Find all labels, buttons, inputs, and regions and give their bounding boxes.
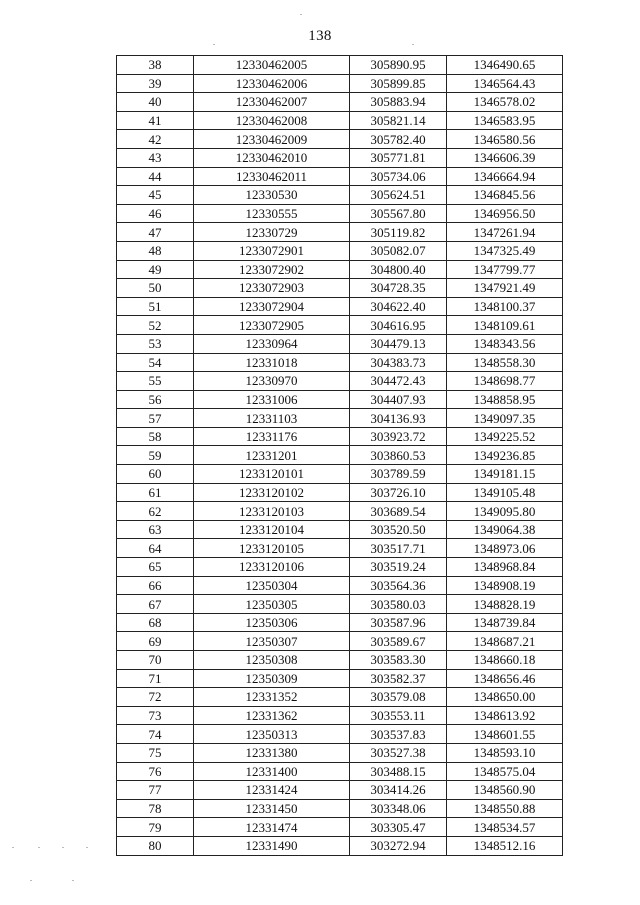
table-row bbox=[117, 204, 563, 223]
table-row bbox=[117, 353, 563, 372]
table-row bbox=[117, 111, 563, 130]
row-number-cell: 40 bbox=[117, 93, 194, 112]
point-id-cell: 12350308 bbox=[194, 651, 350, 670]
point-id-cell: 12330970 bbox=[194, 372, 350, 391]
x-coordinate-cell: 305899.85 bbox=[350, 74, 447, 93]
x-coordinate-cell: 305082.07 bbox=[350, 241, 447, 260]
point-id-cell: 12331201 bbox=[194, 446, 350, 465]
y-coordinate-cell: 1348550.88 bbox=[447, 799, 563, 818]
page-number: 138 bbox=[308, 28, 332, 44]
row-number-cell: 54 bbox=[117, 353, 194, 372]
row-number-cell: 76 bbox=[117, 762, 194, 781]
x-coordinate-cell: 303517.71 bbox=[350, 539, 447, 558]
x-coordinate-cell: 305782.40 bbox=[350, 130, 447, 149]
point-id-cell: 12331103 bbox=[194, 409, 350, 428]
row-number-cell: 43 bbox=[117, 148, 194, 167]
table-row bbox=[117, 483, 563, 502]
row-number-cell: 62 bbox=[117, 502, 194, 521]
table-row bbox=[117, 279, 563, 298]
table-row bbox=[117, 613, 563, 632]
y-coordinate-cell: 1346845.56 bbox=[447, 186, 563, 205]
y-coordinate-cell: 1346606.39 bbox=[447, 148, 563, 167]
table-row bbox=[117, 818, 563, 837]
x-coordinate-cell: 303414.26 bbox=[350, 781, 447, 800]
x-coordinate-cell: 305890.95 bbox=[350, 56, 447, 75]
row-number-cell: 60 bbox=[117, 465, 194, 484]
point-id-cell: 12330462008 bbox=[194, 111, 350, 130]
table-row bbox=[117, 372, 563, 391]
table-row bbox=[117, 520, 563, 539]
point-id-cell: 12330530 bbox=[194, 186, 350, 205]
y-coordinate-cell: 1348973.06 bbox=[447, 539, 563, 558]
x-coordinate-cell: 304472.43 bbox=[350, 372, 447, 391]
point-id-cell: 12350304 bbox=[194, 576, 350, 595]
row-number-cell: 53 bbox=[117, 334, 194, 353]
point-id-cell: 1233120104 bbox=[194, 520, 350, 539]
table-row bbox=[117, 297, 563, 316]
x-coordinate-cell: 303923.72 bbox=[350, 427, 447, 446]
x-coordinate-cell: 303519.24 bbox=[350, 558, 447, 577]
point-id-cell: 12350309 bbox=[194, 669, 350, 688]
y-coordinate-cell: 1349105.48 bbox=[447, 483, 563, 502]
row-number-cell: 72 bbox=[117, 688, 194, 707]
row-number-cell: 73 bbox=[117, 706, 194, 725]
point-id-cell: 1233072901 bbox=[194, 241, 350, 260]
table-row bbox=[117, 148, 563, 167]
point-id-cell: 12330462009 bbox=[194, 130, 350, 149]
table-row bbox=[117, 706, 563, 725]
row-number-cell: 58 bbox=[117, 427, 194, 446]
y-coordinate-cell: 1348687.21 bbox=[447, 632, 563, 651]
row-number-cell: 70 bbox=[117, 651, 194, 670]
table-row bbox=[117, 836, 563, 855]
row-number-cell: 38 bbox=[117, 56, 194, 75]
point-id-cell: 12330462006 bbox=[194, 74, 350, 93]
y-coordinate-cell: 1348656.46 bbox=[447, 669, 563, 688]
x-coordinate-cell: 303587.96 bbox=[350, 613, 447, 632]
table-row bbox=[117, 316, 563, 335]
row-number-cell: 68 bbox=[117, 613, 194, 632]
x-coordinate-cell: 305821.14 bbox=[350, 111, 447, 130]
y-coordinate-cell: 1347325.49 bbox=[447, 241, 563, 260]
x-coordinate-cell: 304383.73 bbox=[350, 353, 447, 372]
x-coordinate-cell: 305119.82 bbox=[350, 223, 447, 242]
row-number-cell: 57 bbox=[117, 409, 194, 428]
x-coordinate-cell: 303789.59 bbox=[350, 465, 447, 484]
x-coordinate-cell: 304136.93 bbox=[350, 409, 447, 428]
x-coordinate-cell: 303488.15 bbox=[350, 762, 447, 781]
row-number-cell: 64 bbox=[117, 539, 194, 558]
table-row bbox=[117, 576, 563, 595]
x-coordinate-cell: 303580.03 bbox=[350, 595, 447, 614]
x-coordinate-cell: 303553.11 bbox=[350, 706, 447, 725]
y-coordinate-cell: 1348613.92 bbox=[447, 706, 563, 725]
row-number-cell: 77 bbox=[117, 781, 194, 800]
y-coordinate-cell: 1346490.65 bbox=[447, 56, 563, 75]
y-coordinate-cell: 1347799.77 bbox=[447, 260, 563, 279]
x-coordinate-cell: 303689.54 bbox=[350, 502, 447, 521]
point-id-cell: 1233120102 bbox=[194, 483, 350, 502]
table-row bbox=[117, 799, 563, 818]
x-coordinate-cell: 304616.95 bbox=[350, 316, 447, 335]
point-id-cell: 12330729 bbox=[194, 223, 350, 242]
table-row bbox=[117, 669, 563, 688]
row-number-cell: 44 bbox=[117, 167, 194, 186]
table-row bbox=[117, 539, 563, 558]
point-id-cell: 12330462010 bbox=[194, 148, 350, 167]
row-number-cell: 79 bbox=[117, 818, 194, 837]
table-row bbox=[117, 93, 563, 112]
x-coordinate-cell: 303527.38 bbox=[350, 743, 447, 762]
y-coordinate-cell: 1349236.85 bbox=[447, 446, 563, 465]
row-number-cell: 46 bbox=[117, 204, 194, 223]
point-id-cell: 12331176 bbox=[194, 427, 350, 446]
y-coordinate-cell: 1348698.77 bbox=[447, 372, 563, 391]
point-id-cell: 12331450 bbox=[194, 799, 350, 818]
table-row bbox=[117, 56, 563, 75]
point-id-cell: 12331018 bbox=[194, 353, 350, 372]
row-number-cell: 47 bbox=[117, 223, 194, 242]
table-row bbox=[117, 781, 563, 800]
table-row bbox=[117, 409, 563, 428]
y-coordinate-cell: 1348601.55 bbox=[447, 725, 563, 744]
row-number-cell: 52 bbox=[117, 316, 194, 335]
point-id-cell: 12330462007 bbox=[194, 93, 350, 112]
y-coordinate-cell: 1346956.50 bbox=[447, 204, 563, 223]
point-id-cell: 12331400 bbox=[194, 762, 350, 781]
x-coordinate-cell: 304728.35 bbox=[350, 279, 447, 298]
row-number-cell: 56 bbox=[117, 390, 194, 409]
row-number-cell: 49 bbox=[117, 260, 194, 279]
y-coordinate-cell: 1348534.57 bbox=[447, 818, 563, 837]
y-coordinate-cell: 1347261.94 bbox=[447, 223, 563, 242]
row-number-cell: 80 bbox=[117, 836, 194, 855]
x-coordinate-cell: 305734.06 bbox=[350, 167, 447, 186]
x-coordinate-cell: 303860.53 bbox=[350, 446, 447, 465]
point-id-cell: 1233072903 bbox=[194, 279, 350, 298]
table-row bbox=[117, 725, 563, 744]
table-row bbox=[117, 632, 563, 651]
x-coordinate-cell: 305771.81 bbox=[350, 148, 447, 167]
y-coordinate-cell: 1348858.95 bbox=[447, 390, 563, 409]
table-row bbox=[117, 74, 563, 93]
row-number-cell: 51 bbox=[117, 297, 194, 316]
row-number-cell: 39 bbox=[117, 74, 194, 93]
row-number-cell: 67 bbox=[117, 595, 194, 614]
y-coordinate-cell: 1348558.30 bbox=[447, 353, 563, 372]
y-coordinate-cell: 1348512.16 bbox=[447, 836, 563, 855]
row-number-cell: 75 bbox=[117, 743, 194, 762]
row-number-cell: 71 bbox=[117, 669, 194, 688]
table-row bbox=[117, 558, 563, 577]
point-id-cell: 12350305 bbox=[194, 595, 350, 614]
x-coordinate-cell: 303726.10 bbox=[350, 483, 447, 502]
x-coordinate-cell: 303579.08 bbox=[350, 688, 447, 707]
point-id-cell: 1233120105 bbox=[194, 539, 350, 558]
x-coordinate-cell: 304407.93 bbox=[350, 390, 447, 409]
x-coordinate-cell: 304479.13 bbox=[350, 334, 447, 353]
x-coordinate-cell: 303564.36 bbox=[350, 576, 447, 595]
y-coordinate-cell: 1348908.19 bbox=[447, 576, 563, 595]
table-row bbox=[117, 167, 563, 186]
point-id-cell: 1233120101 bbox=[194, 465, 350, 484]
row-number-cell: 65 bbox=[117, 558, 194, 577]
point-id-cell: 12330555 bbox=[194, 204, 350, 223]
y-coordinate-cell: 1348109.61 bbox=[447, 316, 563, 335]
point-id-cell: 12330462005 bbox=[194, 56, 350, 75]
row-number-cell: 48 bbox=[117, 241, 194, 260]
y-coordinate-cell: 1348650.00 bbox=[447, 688, 563, 707]
point-id-cell: 12331380 bbox=[194, 743, 350, 762]
x-coordinate-cell: 303348.06 bbox=[350, 799, 447, 818]
y-coordinate-cell: 1346578.02 bbox=[447, 93, 563, 112]
point-id-cell: 12330462011 bbox=[194, 167, 350, 186]
row-number-cell: 69 bbox=[117, 632, 194, 651]
y-coordinate-cell: 1346664.94 bbox=[447, 167, 563, 186]
y-coordinate-cell: 1348560.90 bbox=[447, 781, 563, 800]
row-number-cell: 78 bbox=[117, 799, 194, 818]
table-row bbox=[117, 502, 563, 521]
y-coordinate-cell: 1348343.56 bbox=[447, 334, 563, 353]
x-coordinate-cell: 305883.94 bbox=[350, 93, 447, 112]
y-coordinate-cell: 1349064.38 bbox=[447, 520, 563, 539]
table-row bbox=[117, 762, 563, 781]
coordinates-table bbox=[116, 55, 563, 856]
table-row bbox=[117, 688, 563, 707]
y-coordinate-cell: 1346564.43 bbox=[447, 74, 563, 93]
x-coordinate-cell: 303305.47 bbox=[350, 818, 447, 837]
row-number-cell: 63 bbox=[117, 520, 194, 539]
point-id-cell: 1233072904 bbox=[194, 297, 350, 316]
x-coordinate-cell: 303582.37 bbox=[350, 669, 447, 688]
y-coordinate-cell: 1349225.52 bbox=[447, 427, 563, 446]
x-coordinate-cell: 303589.67 bbox=[350, 632, 447, 651]
table-row bbox=[117, 595, 563, 614]
x-coordinate-cell: 305567.80 bbox=[350, 204, 447, 223]
point-id-cell: 12331424 bbox=[194, 781, 350, 800]
point-id-cell: 12350306 bbox=[194, 613, 350, 632]
y-coordinate-cell: 1348100.37 bbox=[447, 297, 563, 316]
point-id-cell: 1233120106 bbox=[194, 558, 350, 577]
y-coordinate-cell: 1348575.04 bbox=[447, 762, 563, 781]
table-row bbox=[117, 390, 563, 409]
y-coordinate-cell: 1346583.95 bbox=[447, 111, 563, 130]
point-id-cell: 12331490 bbox=[194, 836, 350, 855]
row-number-cell: 59 bbox=[117, 446, 194, 465]
table-row bbox=[117, 186, 563, 205]
row-number-cell: 61 bbox=[117, 483, 194, 502]
y-coordinate-cell: 1349095.80 bbox=[447, 502, 563, 521]
table-row bbox=[117, 334, 563, 353]
x-coordinate-cell: 305624.51 bbox=[350, 186, 447, 205]
point-id-cell: 1233072905 bbox=[194, 316, 350, 335]
point-id-cell: 12331352 bbox=[194, 688, 350, 707]
point-id-cell: 1233120103 bbox=[194, 502, 350, 521]
table-row bbox=[117, 223, 563, 242]
table-row bbox=[117, 130, 563, 149]
coordinates-table-container bbox=[116, 55, 562, 856]
row-number-cell: 50 bbox=[117, 279, 194, 298]
x-coordinate-cell: 303583.30 bbox=[350, 651, 447, 670]
x-coordinate-cell: 303537.83 bbox=[350, 725, 447, 744]
y-coordinate-cell: 1346580.56 bbox=[447, 130, 563, 149]
table-row bbox=[117, 446, 563, 465]
row-number-cell: 74 bbox=[117, 725, 194, 744]
y-coordinate-cell: 1348593.10 bbox=[447, 743, 563, 762]
point-id-cell: 12331474 bbox=[194, 818, 350, 837]
row-number-cell: 41 bbox=[117, 111, 194, 130]
x-coordinate-cell: 303520.50 bbox=[350, 520, 447, 539]
point-id-cell: 1233072902 bbox=[194, 260, 350, 279]
y-coordinate-cell: 1348660.18 bbox=[447, 651, 563, 670]
y-coordinate-cell: 1349181.15 bbox=[447, 465, 563, 484]
y-coordinate-cell: 1348828.19 bbox=[447, 595, 563, 614]
point-id-cell: 12350313 bbox=[194, 725, 350, 744]
row-number-cell: 42 bbox=[117, 130, 194, 149]
row-number-cell: 55 bbox=[117, 372, 194, 391]
table-row bbox=[117, 427, 563, 446]
table-row bbox=[117, 465, 563, 484]
y-coordinate-cell: 1348968.84 bbox=[447, 558, 563, 577]
y-coordinate-cell: 1347921.49 bbox=[447, 279, 563, 298]
y-coordinate-cell: 1349097.35 bbox=[447, 409, 563, 428]
table-row bbox=[117, 260, 563, 279]
point-id-cell: 12330964 bbox=[194, 334, 350, 353]
x-coordinate-cell: 304800.40 bbox=[350, 260, 447, 279]
row-number-cell: 66 bbox=[117, 576, 194, 595]
x-coordinate-cell: 303272.94 bbox=[350, 836, 447, 855]
x-coordinate-cell: 304622.40 bbox=[350, 297, 447, 316]
point-id-cell: 12331362 bbox=[194, 706, 350, 725]
table-row bbox=[117, 241, 563, 260]
table-body bbox=[117, 56, 563, 856]
point-id-cell: 12350307 bbox=[194, 632, 350, 651]
y-coordinate-cell: 1348739.84 bbox=[447, 613, 563, 632]
table-row bbox=[117, 651, 563, 670]
point-id-cell: 12331006 bbox=[194, 390, 350, 409]
table-row bbox=[117, 743, 563, 762]
row-number-cell: 45 bbox=[117, 186, 194, 205]
